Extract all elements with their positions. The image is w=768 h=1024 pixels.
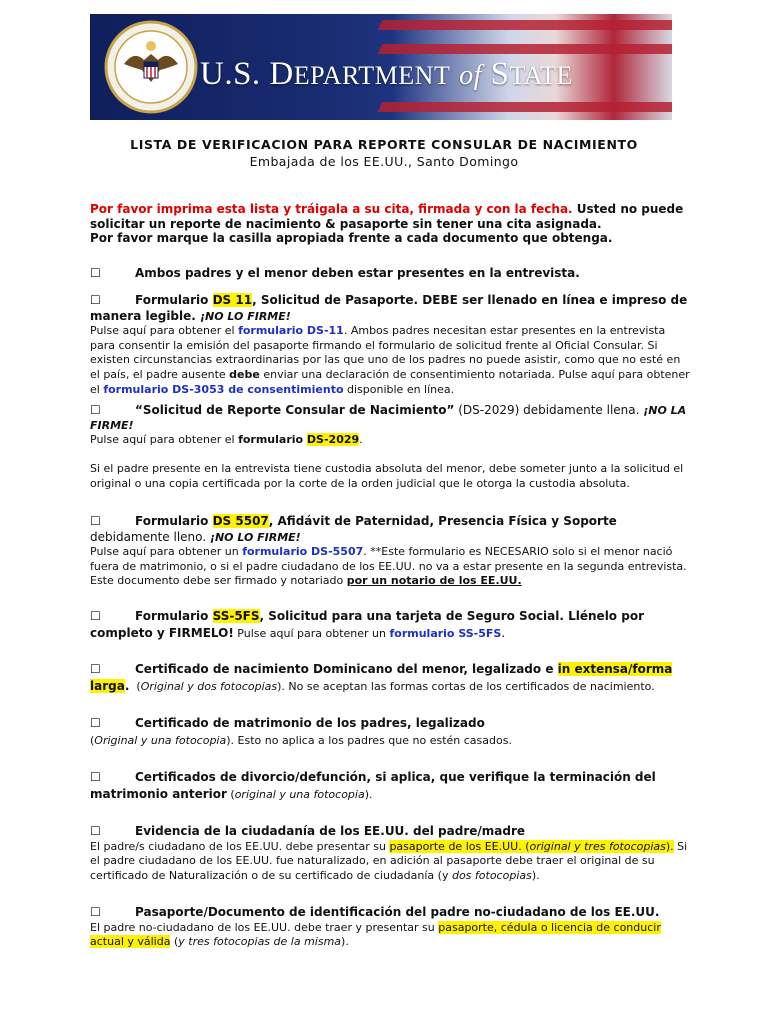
link-ds5507[interactable]: formulario DS-5507 [242,545,364,559]
list-item: ☐ Certificado de nacimiento Dominicano del menor, legalizado e in extensa/forma larga. (Original y dos fotocopias). No se aceptan las formas cortas de los certificados de nacimiento. [90,662,673,693]
list-item: ☐ Ambos padres y el menor deben estar presentes en la entrevista. [90,266,580,280]
checkbox[interactable]: ☐ [90,403,101,417]
list-item: ☐ Pasaporte/Documento de identificación del padre no-ciudadano de los EE.UU. El padre no-ciudadano de los EE.UU. debe traer y presentar su pasaporte, cédula o licencia de conducir actual y válida (y tres fotocopias de la misma). [90,905,661,949]
list-item: ☐ Formulario DS 5507, Afidávit de Paternidad, Presencia Física y Soporte debidamente lleno. ¡NO LO FIRME! Pulse aquí para obtener un formulario DS-5507. **Este formulario es NECESARIO solo si el menor nació fuera de matrimonio, o si el padre ciudadano de los EE.UU. no va a estar presente en la segunda entrevista. Este documento debe ser firmado y notariado por un notario de los EE.UU. [90,514,687,588]
list-item: ☐ Formulario SS-5FS, Solicitud para una tarjeta de Seguro Social. Llénelo por completo y FIRMELO! Pulse aquí para obtener un formulario SS-5FS. [90,609,644,640]
page-title: LISTA DE VERIFICACION PARA REPORTE CONSULAR DE NACIMIENTO [130,137,638,152]
intro-paragraph: Por favor imprima esta lista y tráigala a su cita, firmada y con la fecha. Usted no puede solicitar un reporte de nacimiento & pasaporte sin tener una cita asignada. Por favor marque la casilla apropiada frente a cada documento que obtenga. [90,202,684,246]
link-ds11[interactable]: formulario DS-11 [238,324,344,338]
checkbox[interactable]: ☐ [90,662,101,676]
flag-stripe [378,102,672,112]
list-item: ☐ Evidencia de la ciudadanía de los EE.UU. del padre/madre El padre/s ciudadano de los EE.UU. debe presentar su pasaporte de los EE.UU. (original y tres fotocopias). Si el padre ciudadano de los EE.UU. fue naturalizado, en adición al pasaporte debe traer el original de su certificado de Naturalización o de su certificado de ciudadanía (y dos fotocopias). [90,824,688,882]
link-ds3053[interactable]: formulario DS-3053 de consentimiento [103,382,344,396]
list-item: ☐ Certificado de matrimonio de los padres, legalizado (Original y una fotocopia). Esto no aplica a los padres que no estén casados. [90,716,512,747]
checkbox[interactable]: ☐ [90,609,101,623]
checkbox[interactable]: ☐ [90,905,101,919]
checkbox[interactable]: ☐ [90,716,101,730]
page-subtitle: Embajada de los EE.UU., Santo Domingo [249,154,519,169]
flag-stripe [378,44,672,54]
banner-title: U.S. DEPARTMENT of STATE [200,56,573,92]
list-item: ☐ “Solicitud de Reporte Consular de Nacimiento” (DS-2029) debidamente llena. ¡NO LA FIRME! Pulse aquí para obtener el formulario DS-2029. Si el padre presente en la entrevista tiene custodia absoluta del menor, debe someter junto a la solicitud el original o una copia certificada por la corte de la orden judicial que le otorga la custodia absoluta. [90,403,687,490]
checkbox[interactable]: ☐ [90,824,101,838]
checkbox[interactable]: ☐ [90,514,101,528]
department-seal-icon [104,20,198,114]
checkbox[interactable]: ☐ [90,293,101,307]
department-banner [90,14,672,120]
list-item: ☐ Certificados de divorcio/defunción, si aplica, que verifique la terminación del matrimonio anterior (original y una fotocopia). [90,770,656,801]
list-item: ☐ Formulario DS 11, Solicitud de Pasaporte. DEBE ser llenado en línea e impreso de manera legible. ¡NO LO FIRME! Pulse aquí para obtener el formulario DS-11. Ambos padres necesitan estar presentes en la entrevista para consentir la emisión del pasaporte firmando el formulario de solicitud frente al Oficial Consular. Si existen circunstancias extraordinarias por las que uno de los padres no puede asistir, como que no esté en el país, el padre ausente debe enviar una declaración de consentimiento notariada. Pulse aquí para obtener el formulario DS-3053 de consentimiento disponible en línea. [90,293,690,396]
checkbox[interactable]: ☐ [90,770,101,784]
link-ss5fs[interactable]: formulario SS-5FS [389,627,502,640]
checkbox[interactable]: ☐ [90,266,101,280]
flag-stripe [378,20,672,30]
